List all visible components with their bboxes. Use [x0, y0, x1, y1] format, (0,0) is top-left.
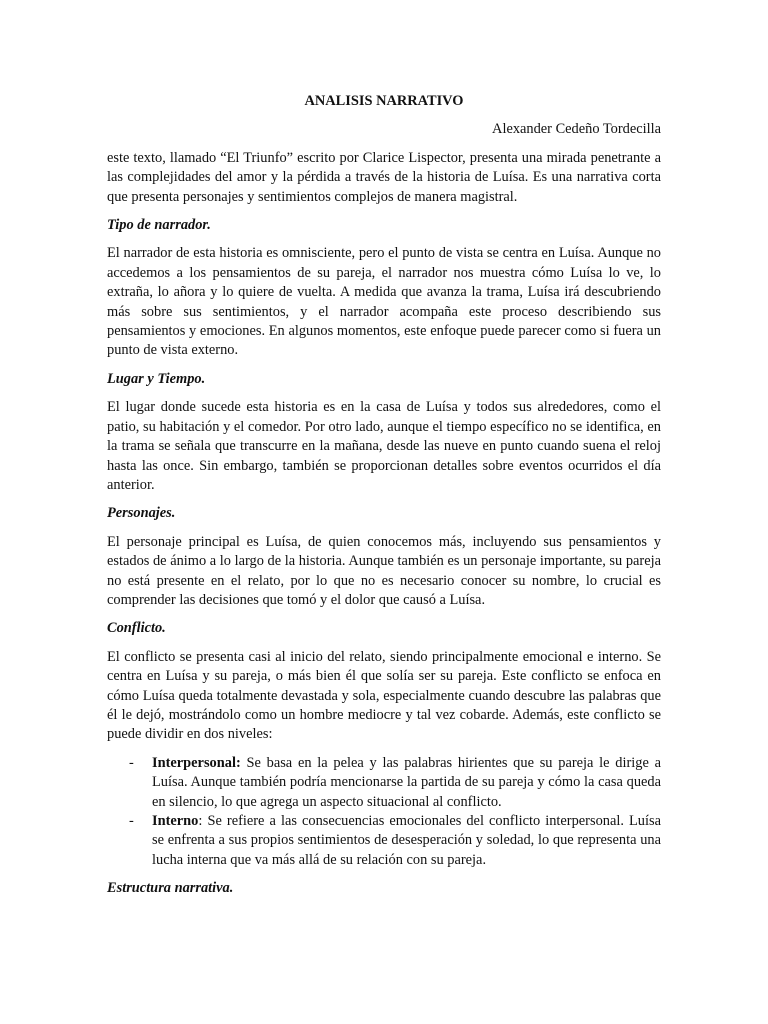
section-heading-lugar-tiempo: Lugar y Tiempo.	[107, 370, 206, 387]
document-author: Alexander Cedeño Tordecilla	[492, 121, 661, 138]
list-dash: -	[129, 813, 134, 829]
section-heading-estructura: Estructura narrativa.	[107, 880, 234, 897]
section-heading-personajes: Personajes.	[107, 505, 176, 522]
section-heading-conflicto: Conflicto.	[107, 620, 166, 637]
list-item-interno	[107, 812, 661, 870]
list-item-term: Interno	[152, 813, 199, 829]
section-body-narrador: El narrador de esta historia es omnisciente, pero el punto de vista se centra en Luísa. Aunque no accedemos a los pensamientos de su pareja, el narrador nos muestra cómo Luísa lo ve, lo extraña, lo añora y lo quiere de vuelta. A medida que avanza la trama, Luísa irá descubriendo más sobre sus sentimientos, y el narrador acompaña este proceso describiendo sus pensamientos y emociones. En algunos momentos, este enfoque puede parecer como si fuera un punto de vista externo.	[107, 245, 661, 359]
section-body-lugar-tiempo: El lugar donde sucede esta historia es en la casa de Luísa y todos sus alrededores, como el patio, su habitación y el comedor. Por otro lado, aunque el tiempo específico no se identifica, en la trama se señala que transcurre en la mañana, desde las nueve en punto cuando suena el reloj hasta las once. Sin embargo, también se proporcionan detalles sobre eventos ocurridos el día anterior.	[107, 399, 661, 493]
conflict-levels-list	[107, 754, 661, 870]
section-heading-narrador: Tipo de narrador.	[107, 217, 211, 234]
document-content	[107, 92, 661, 908]
list-item-term: Interpersonal:	[152, 754, 241, 771]
intro-paragraph: este texto, llamado “El Triunfo” escrito por Clarice Lispector, presenta una mirada penetrante a las complejidades del amor y la pérdida a través de la historia de Luísa. Es una narrativa corta que presenta personajes y sentimientos complejos de manera magistral.	[107, 149, 661, 205]
document-title: ANALISIS NARRATIVO	[304, 93, 464, 109]
section-body-conflicto: El conflicto se presenta casi al inicio del relato, siendo principalmente emocional e interno. Se centra en Luísa y su pareja, o más bien él que solía ser su pareja. Este conflicto se enfoca en cómo Luísa queda totalmente devastada y sola, especialmente cuando descubre las palabras que él le dejó, mostrándolo como un hombre mediocre y tal vez cobarde. Además, este conflicto se puede dividir en dos niveles:	[107, 648, 661, 743]
list-item-text: : Se refiere a las consecuencias emocionales del conflicto interpersonal. Luísa se enfrenta a sus propios sentimientos de desesperación y soledad, lo que representa una lucha interna que va más allá de su relación con su pareja.	[152, 813, 661, 868]
list-item-interpersonal	[107, 754, 661, 812]
list-item-text: Se basa en la pelea y las palabras hirientes que su pareja le dirige a Luísa. Aunque también podría mencionarse la partida de su pareja y cómo la casa queda en silencio, lo que agrega un aspecto situacional al conflicto.	[152, 754, 661, 810]
list-dash: -	[129, 754, 134, 771]
section-body-personajes: El personaje principal es Luísa, de quien conocemos más, incluyendo sus pensamientos y estados de ánimo a lo largo de la historia. Aunque también es un personaje importante, su pareja no está presente en el relato, por lo que no es necesario conocer su nombre, lo crucial es comprender las decisiones que tomó y el dolor que causó a Luísa.	[107, 533, 661, 608]
